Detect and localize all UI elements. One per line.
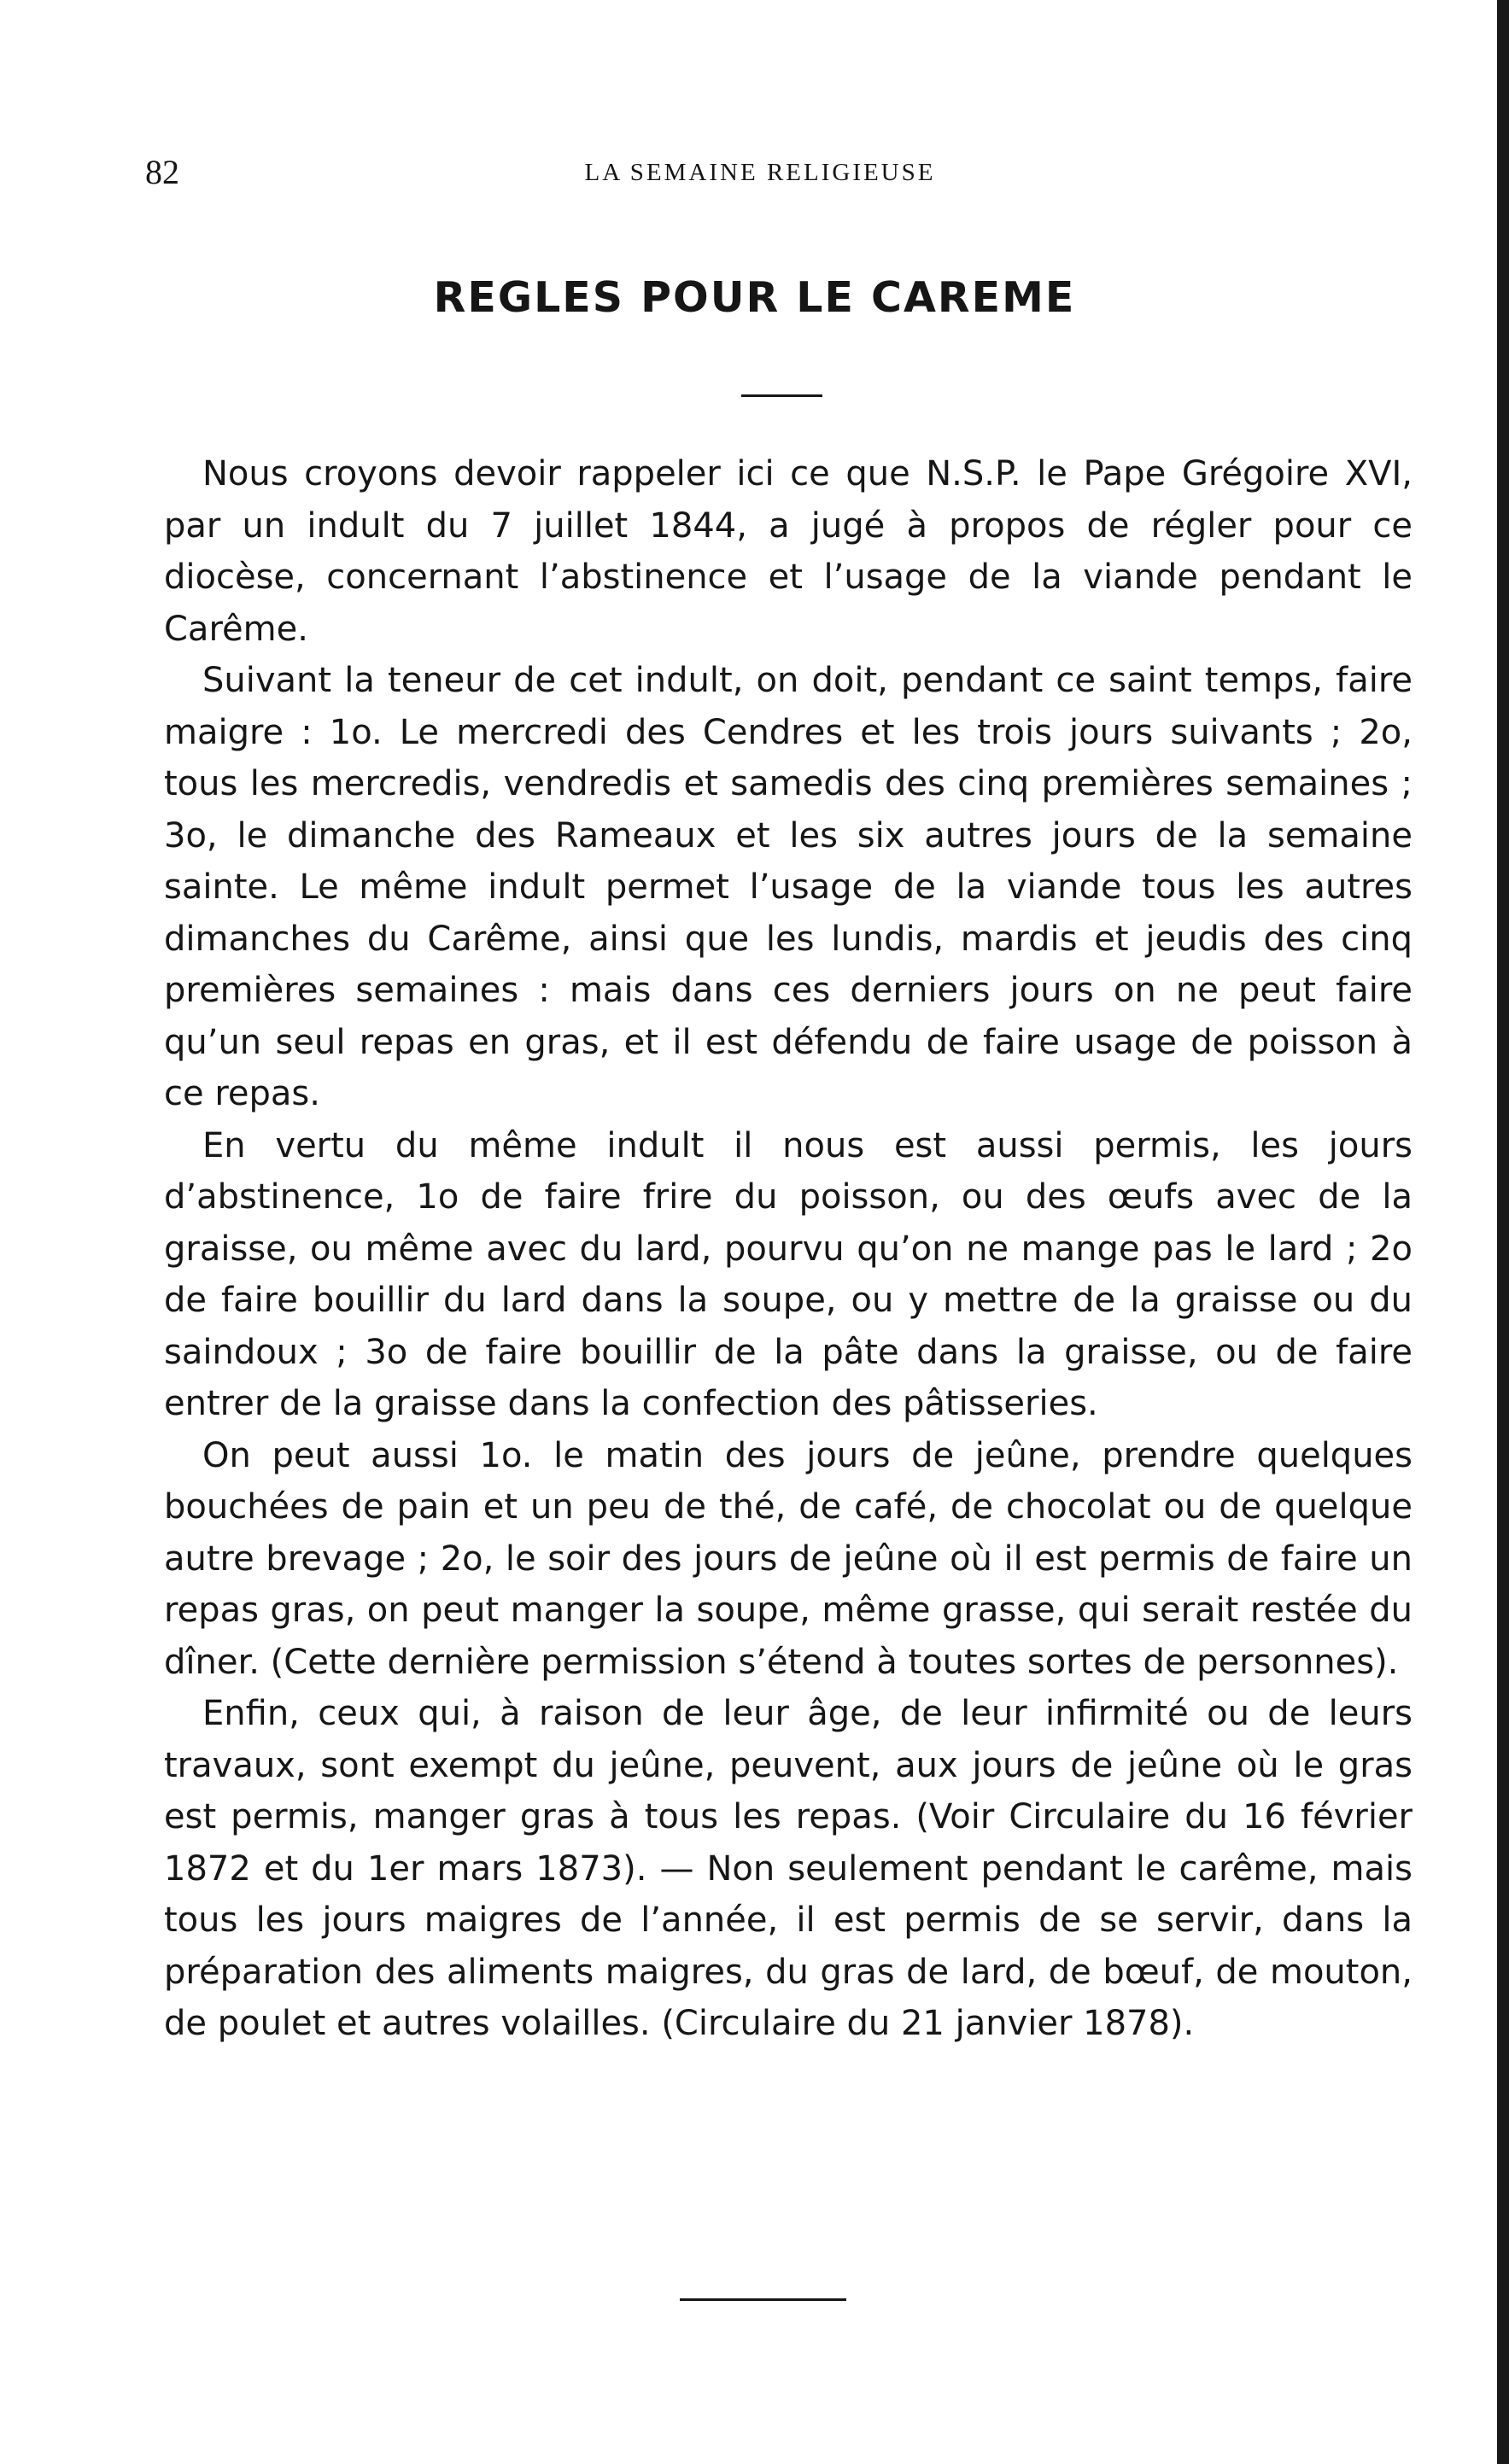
paragraph: Suivant la teneur de cet indult, on doit, pendant ce saint temps, faire maigre : 1o. Le mercredi des Cendres et les trois jours suivants ; 2o, tous les mercredis, vendredis et samedis des cinq premières semaines ; 3o, le dimanche des Rameaux et les six autres jours de la semaine sainte. Le même indult permet l’usage de la viande tous les autres dimanches du Carême, ainsi que les lundis, mardis et jeudis des cinq premières semaines : mais dans ces derniers jours on ne peut faire qu’un seul repas en gras, et il est défendu de faire usage de poisson à ce repas. xyxy=(164,661,1412,1113)
page-number: 82 xyxy=(145,153,179,191)
article-body xyxy=(164,448,1412,2050)
paragraph: On peut aussi 1o. le matin des jours de jeûne, prendre quelques bouchées de pain et un peu de thé, de café, de chocolat ou de quelque autre brevage ; 2o, le soir des jours de jeûne où il est permis de faire un repas gras, on peut manger la soupe, même grasse, qui serait restée du dîner. (Cette dernière permission s’étend à toutes sortes de personnes). xyxy=(164,1435,1412,1682)
paragraph: En vertu du même indult il nous est aussi permis, les jours d’abstinence, 1o de faire frire du poisson, ou des œufs avec de la graisse, ou même avec du lard, pourvu qu’on ne mange pas le lard ; 2o de faire bouillir du lard dans la soupe, ou y mettre de la graisse ou du saindoux ; 3o de faire bouillir de la pâte dans la graisse, ou de faire entrer de la graisse dans la confection des pâtisseries. xyxy=(164,1125,1412,1423)
running-title: LA SEMAINE RELIGIEUSE xyxy=(584,159,936,186)
title-divider xyxy=(741,394,822,397)
page-edge-shadow xyxy=(1497,0,1509,2464)
end-divider xyxy=(680,2298,846,2301)
paragraph: Nous croyons devoir rappeler ici ce que N.S.P. le Pape Grégoire XVI, par un indult du 7 juillet 1844, a jugé à propos de régler pour ce diocèse, concernant l’abstinence et l’usage de la viande pendant le Carême. xyxy=(164,454,1412,649)
article-title: REGLES POUR LE CAREME xyxy=(433,273,1076,322)
page-header xyxy=(145,152,1375,203)
paragraph: Enfin, ceux qui, à raison de leur âge, de leur infirmité ou de leurs travaux, sont exempt du jeûne, peuvent, aux jours de jeûne où le gras est permis, manger gras à tous les repas. (Voir Circulaire du 16 février 1872 et du 1er mars 1873). — Non seulement pendant le carême, mais tous les jours maigres de l’année, il est permis de se servir, dans la préparation des aliments maigres, du gras de lard, de bœuf, de mouton, de poulet et autres volailles. (Circulaire du 21 janvier 1878). xyxy=(164,1694,1412,2043)
